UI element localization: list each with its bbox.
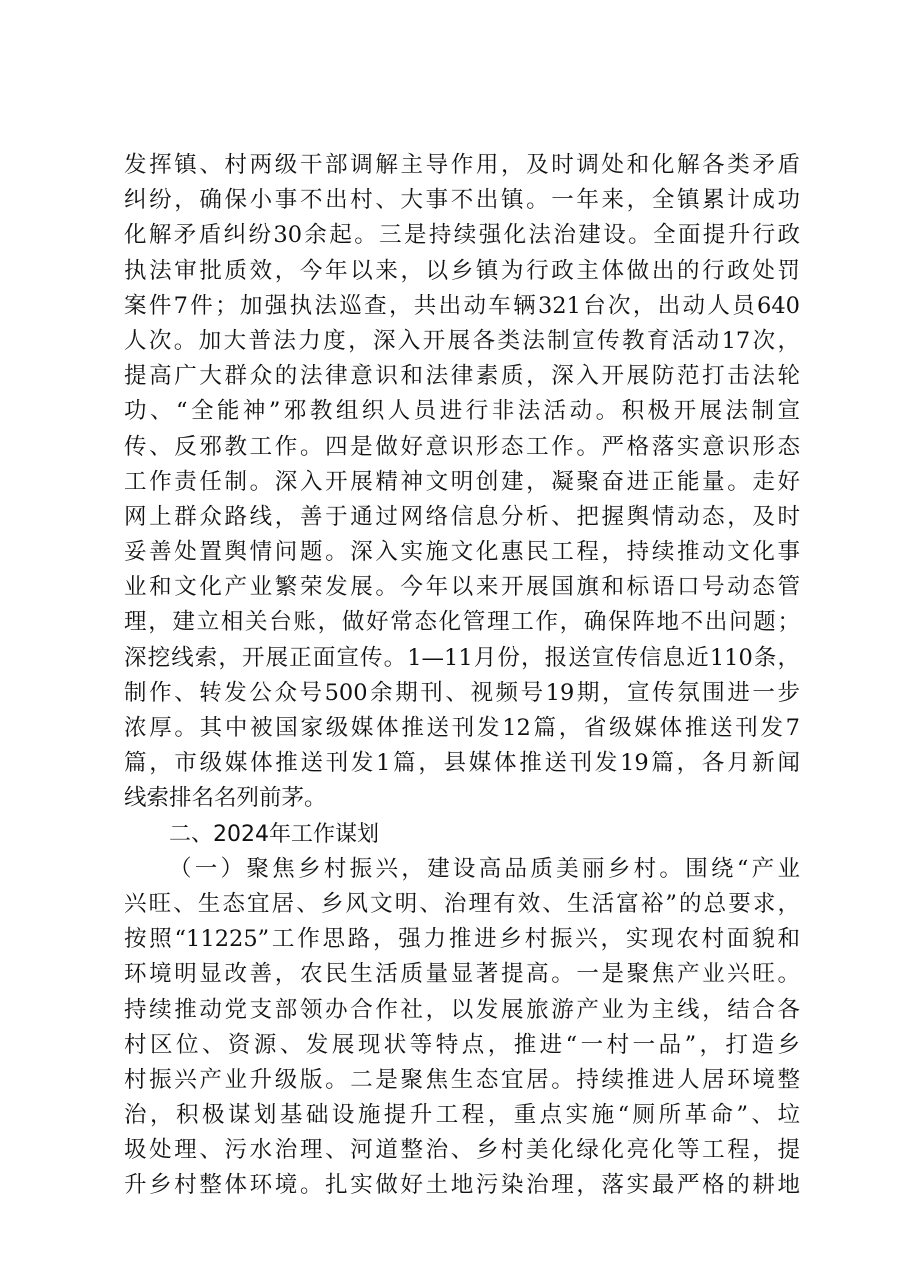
text-line: 案件7件；加强执法巡查，共出动车辆321台次，出动人员640 bbox=[124, 292, 800, 319]
text-line: 妥善处置舆情问题。深入实施文化惠民工程，持续推动文化事 bbox=[124, 539, 800, 566]
text-line: 功、“全能神”邪教组织人员进行非法活动。积极开展法制宣 bbox=[124, 398, 800, 425]
section-heading: 二、2024年工作谋划 bbox=[169, 821, 379, 847]
text-line: 发挥镇、村两级干部调解主导作用，及时调处和化解各类矛盾 bbox=[124, 152, 800, 178]
text-line: （一）聚焦乡村振兴，建设高品质美丽乡村。围绕“产业 bbox=[169, 855, 800, 882]
text-line: 兴旺、生态宜居、乡风文明、治理有效、生活富裕”的总要求， bbox=[124, 890, 800, 917]
text-line: 化解矛盾纠纷30余起。三是持续强化法治建设。全面提升行政 bbox=[124, 222, 800, 249]
text-line: 工作责任制。深入开展精神文明创建，凝聚奋进正能量。走好 bbox=[124, 468, 800, 495]
text-line: 线索排名名列前茅。 bbox=[124, 785, 327, 812]
text-line: 深挖线索，开展正面宣传。1—11月份，报送宣传信息近110条， bbox=[124, 644, 800, 671]
text-line: 传、反邪教工作。四是做好意识形态工作。严格落实意识形态 bbox=[124, 433, 800, 460]
text-line: 持续推动党支部领办合作社，以发展旅游产业为主线，结合各 bbox=[124, 996, 800, 1023]
text-line: 业和文化产业繁荣发展。今年以来开展国旗和标语口号动态管 bbox=[124, 574, 800, 601]
text-line: 网上群众路线，善于通过网络信息分析、把握舆情动态，及时 bbox=[124, 503, 800, 530]
text-line: 村区位、资源、发展现状等特点，推进“一村一品”，打造乡 bbox=[124, 1031, 800, 1058]
text-line: 提高广大群众的法律意识和法律素质，深入开展防范打击法轮 bbox=[124, 363, 800, 390]
document-page bbox=[124, 148, 800, 1204]
text-line: 环境明显改善，农民生活质量显著提高。一是聚焦产业兴旺。 bbox=[124, 961, 800, 988]
paragraph-prev-section bbox=[124, 148, 800, 817]
text-line: 治，积极谋划基础设施提升工程，重点实施“厕所革命”、垃 bbox=[124, 1102, 800, 1129]
text-line: 圾处理、污水治理、河道整治、乡村美化绿化亮化等工程，提 bbox=[124, 1137, 800, 1164]
text-line: 理，建立相关台账，做好常态化管理工作，确保阵地不出问题； bbox=[124, 609, 800, 636]
text-line: 纠纷，确保小事不出村、大事不出镇。一年来，全镇累计成功 bbox=[124, 187, 800, 214]
text-line: 人次。加大普法力度，深入开展各类法制宣传教育活动17次， bbox=[124, 327, 800, 354]
paragraph-rural-revitalization bbox=[124, 852, 800, 1204]
text-line: 制作、转发公众号500余期刊、视频号19期，宣传氛围进一步 bbox=[124, 679, 800, 706]
text-line: 村振兴产业升级版。二是聚焦生态宜居。持续推进人居环境整 bbox=[124, 1066, 800, 1093]
text-line: 升乡村整体环境。扎实做好土地污染治理，落实最严格的耕地 bbox=[124, 1172, 800, 1199]
text-line: 浓厚。其中被国家级媒体推送刊发12篇，省级媒体推送刊发7 bbox=[124, 715, 800, 741]
text-line: 按照“11225”工作思路，强力推进乡村振兴，实现农村面貌和 bbox=[124, 926, 800, 953]
text-line: 篇，市级媒体推送刊发1篇，县媒体推送刊发19篇，各月新闻 bbox=[124, 750, 800, 777]
text-line: 执法审批质效，今年以来，以乡镇为行政主体做出的行政处罚 bbox=[124, 257, 800, 284]
